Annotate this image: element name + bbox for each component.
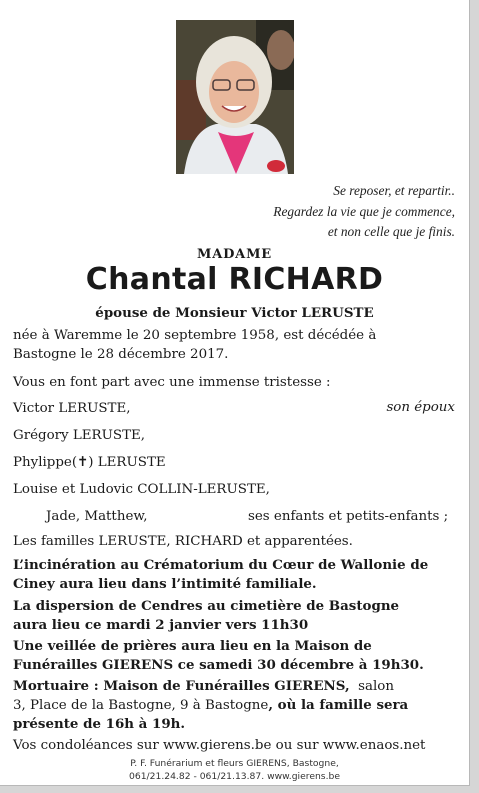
footer-line: P. F. Funérarium et fleurs GIERENS, Bastogne,: [130, 758, 339, 769]
mortuary-address: 3, Place de la Bastogne, 9 à Bastogne: [13, 698, 269, 713]
mortuary-salon: salon: [358, 679, 394, 694]
footer-line: 061/21.24.82 - 061/21.13.87. www.gierens.be: [129, 771, 340, 782]
family-member-gregory: Grégory LERUSTE,: [13, 428, 146, 443]
dispersion-line: La dispersion de Cendres au cimetière de Bastogne: [13, 598, 400, 614]
cremation-line: L’incinération au Crématorium du Cœur de Wallonie de: [13, 557, 429, 573]
poem-quote: [273, 181, 455, 243]
cremation-line: Ciney aura lieu dans l’intimité familiale.: [13, 576, 317, 592]
portrait-photo: [176, 20, 294, 174]
poem-line: Se reposer, et repartir..: [333, 183, 455, 198]
mortuary-presence: , où la famille sera: [268, 697, 409, 713]
mortuary-line: [13, 696, 408, 716]
dispersion-line: aura lieu ce mardi 2 janvier vers 11h30: [13, 617, 309, 633]
spouse-line: épouse de Monsieur Victor LERUSTE: [95, 305, 374, 321]
family-grandchildren: Jade, Matthew,: [46, 509, 148, 524]
honorific: MADAME: [197, 247, 272, 262]
funeral-home-footer: [0, 757, 469, 783]
mortuary-line: présente de 16h à 19h.: [13, 716, 186, 732]
deceased-name: Chantal RICHARD: [85, 262, 384, 297]
vigil-line: Une veillée de prières aura lieu en la Maison de: [13, 638, 372, 654]
birth-death-line: née à Waremme le 20 septembre 1958, est décédée à: [13, 328, 377, 343]
birth-death-line: Bastogne le 28 décembre 2017.: [13, 347, 229, 362]
mortuary-label: Mortuaire : Maison de Funérailles GIERENS,: [13, 678, 350, 694]
condolences-text: Vos condoléances sur www.gierens.be ou sur www.enaos.net: [13, 738, 426, 753]
poem-line: Regardez la vie que je commence,: [273, 203, 455, 219]
family-member-phylippe: Phylippe(✝) LERUSTE: [13, 455, 166, 470]
family-role-children: ses enfants et petits-enfants ;: [248, 509, 449, 524]
family-member-louise: Louise et Ludovic COLLIN-LERUSTE,: [13, 482, 270, 497]
family-related: Les familles LERUSTE, RICHARD et apparentées.: [13, 534, 353, 549]
family-member-victor: Victor LERUSTE,: [13, 401, 131, 416]
family-role-spouse: son époux: [386, 400, 455, 415]
mortuary-line: [13, 677, 394, 697]
poem-line: et non celle que je finis.: [327, 224, 455, 239]
vigil-line: Funérailles GIERENS ce samedi 30 décembre à 19h30.: [13, 657, 424, 673]
announcement-text: Vous en font part avec une immense tristesse :: [13, 375, 331, 390]
